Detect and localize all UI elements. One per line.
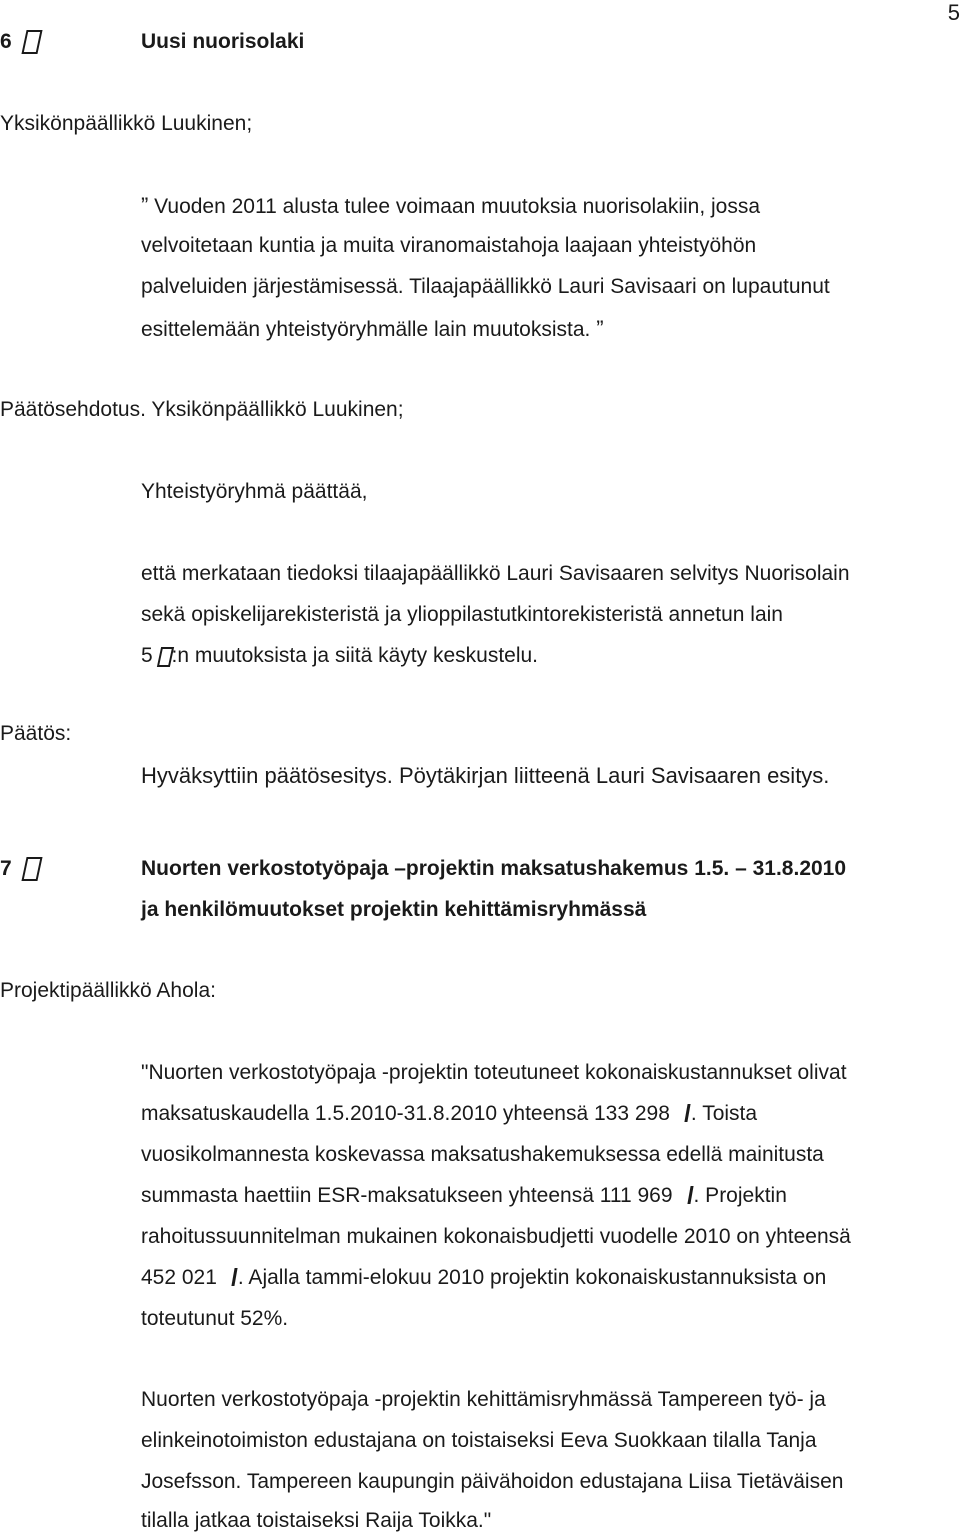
decision-line-3: 5 :n muutoksista ja siitä käyty keskustelu. — [141, 644, 539, 667]
speaker-luukinen: Yksikönpäällikkö Luukinen; — [0, 112, 253, 135]
page-number: 5 — [947, 0, 960, 25]
quote-line-4: esittelemään yhteistyöryhmälle lain muutoksista. ” — [141, 316, 604, 341]
dash: – — [394, 857, 406, 880]
p1-line-7: toteutunut 52%. — [141, 1307, 289, 1330]
speaker-ahola: Projektipäällikkö Ahola: — [0, 979, 216, 1002]
p1-line-4: summasta haettiin ESR-maksatukseen yhteensä 111 969 . Projektin — [141, 1184, 787, 1207]
p2-line-3: Josefsson. Tampereen kaupungin päivähoidon edustajana Liisa Tietäväisen — [141, 1470, 844, 1493]
p2-line-4: tilalla jatkaa toistaiseksi Raija Toikka." — [141, 1509, 492, 1532]
p2-line-1: Nuorten verkostotyöpaja -projektin kehittämisryhmässä Tampereen työ- ja — [141, 1388, 826, 1411]
section-7-title-line-1: Nuorten verkostotyöpaja –projektin maksatushakemus 1.5. – 31.8.2010 — [141, 857, 847, 880]
section-6-title: Uusi nuorisolaki — [141, 30, 305, 53]
euro-sign-icon — [219, 1268, 237, 1286]
p1-line-1: "Nuorten verkostotyöpaja -projektin toteutuneet kokonaiskustannukset olivat — [141, 1061, 847, 1084]
decision-text: Hyväksyttiin päätösesitys. Pöytäkirjan liitteenä Lauri Savisaaren esitys. — [141, 763, 830, 788]
decision-line-2: sekä opiskelijarekisteristä ja ylioppilastutkintorekisteristä annetun lain — [141, 603, 783, 626]
euro-sign-icon — [672, 1104, 690, 1122]
p1-line-2: maksatuskaudella 1.5.2010-31.8.2010 yhteensä 133 298 . Toista — [141, 1102, 758, 1125]
section-sign-icon — [24, 857, 40, 882]
quote-line-2: velvoitetaan kuntia ja muita viranomaistahoja laajaan yhteistyöhön — [141, 234, 757, 257]
proposal-speaker: Yksikönpäällikkö Luukinen; — [151, 398, 404, 421]
decision-line-1: että merkataan tiedoksi tilaajapäällikkö Lauri Savisaaren selvitys Nuorisolain — [141, 562, 850, 585]
p1-line-5: rahoitussuunnitelman mukainen kokonaisbudjetti vuodelle 2010 on yhteensä — [141, 1225, 851, 1248]
p2-line-2: elinkeinotoimiston edustajana on toistaiseksi Eeva Suokkaan tilalla Tanja — [141, 1429, 817, 1452]
p1-line-3: vuosikolmannesta koskevassa maksatushakemuksessa edellä mainitusta — [141, 1143, 824, 1166]
dash: – — [735, 857, 747, 880]
decides-line: Yhteistyöryhmä päättää, — [141, 480, 368, 503]
section-sign-icon — [24, 30, 40, 55]
quote-mark-icon: ” — [141, 193, 149, 218]
section-sign-icon — [159, 644, 172, 667]
proposal-label: Päätösehdotus. — [0, 398, 146, 421]
euro-sign-icon — [675, 1186, 693, 1204]
section-7-title-line-2: ja henkilömuutokset projektin kehittämisryhmässä — [141, 898, 647, 921]
decision-label: Päätös: — [0, 722, 72, 745]
section-6-number: 6 — [0, 30, 12, 53]
proposal-line — [0, 398, 404, 422]
quote-line-3: palveluiden järjestämisessä. Tilaajapäällikkö Lauri Savisaari on lupautunut — [141, 275, 830, 298]
quote-line-1: ” Vuoden 2011 alusta tulee voimaan muutoksia nuorisolakiin, jossa — [141, 193, 761, 218]
section-7-number: 7 — [0, 857, 12, 880]
quote-mark-icon: ” — [596, 316, 604, 341]
p1-line-6: 452 021 . Ajalla tammi-elokuu 2010 projektin kokonaiskustannuksista on — [141, 1266, 827, 1289]
